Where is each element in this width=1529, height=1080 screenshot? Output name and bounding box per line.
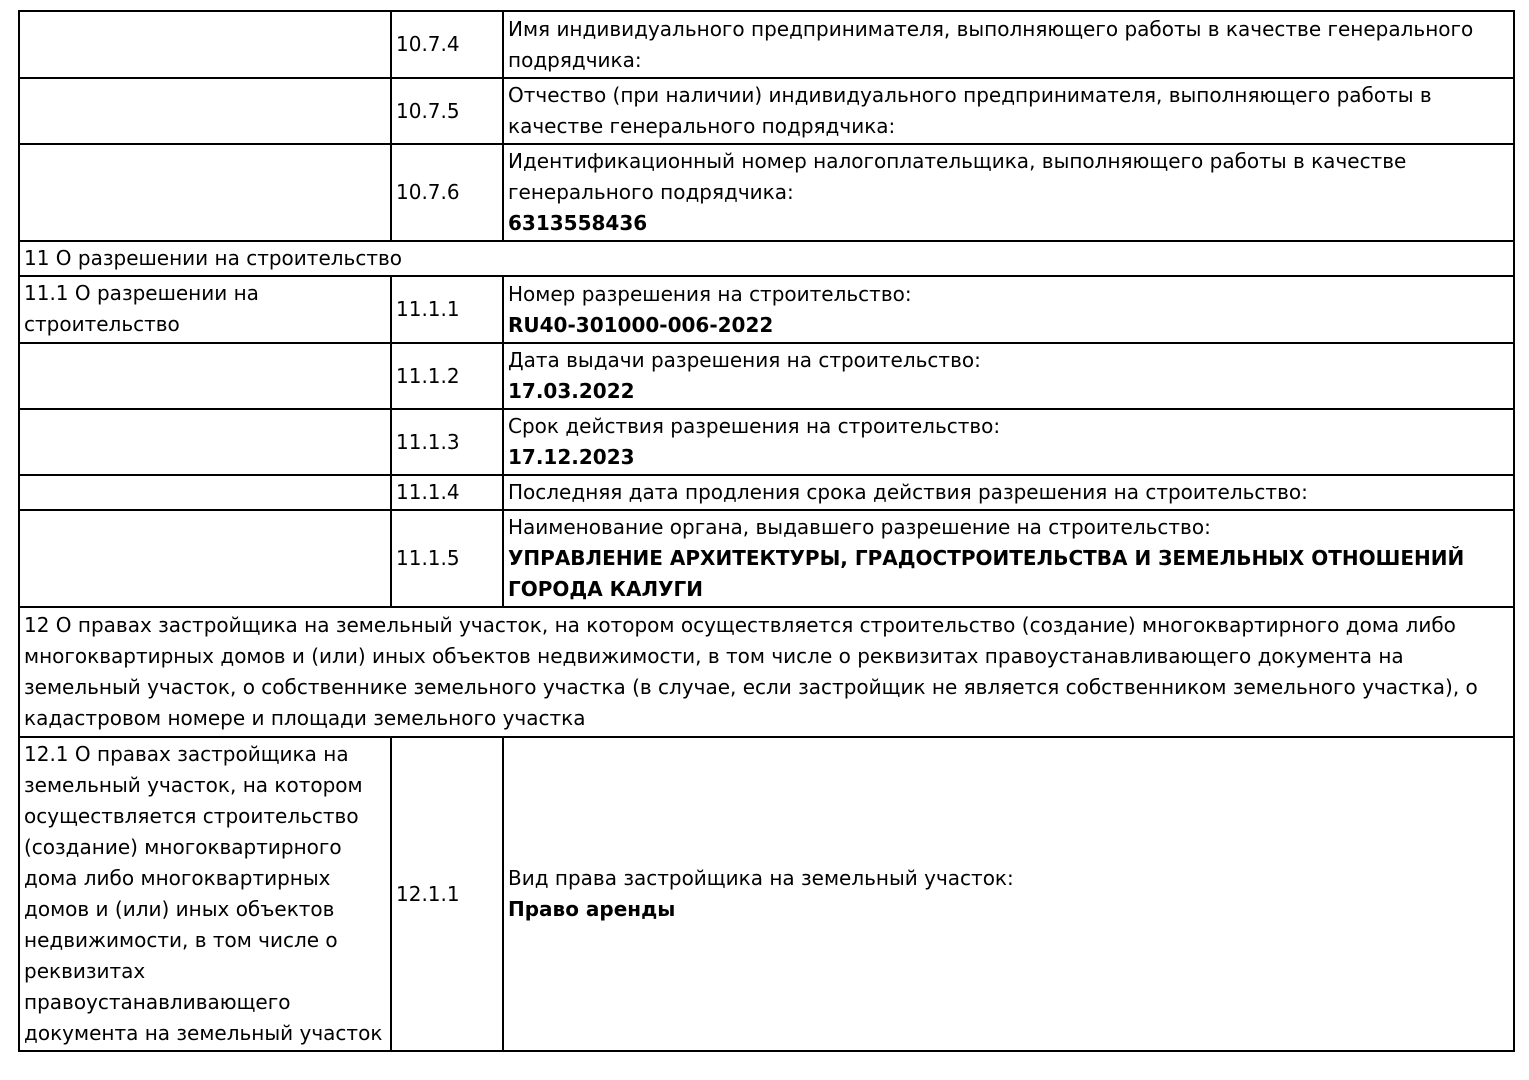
field-label: Дата выдачи разрешения на строительство: [508,348,981,372]
group-title-cell: 11.1 О разрешении на строительство [19,276,391,343]
group-title-cell: 12.1 О правах застройщика на земельный участок, на котором осуществляется строительство (создание) многоквартирного дома либо многоквартирных домов и (или) иных объектов недвижимости, в том числе о реквизитах правоустанавливающего документа на земельный участок [19,737,391,1051]
group-title-cell [19,11,391,78]
field-label: Срок действия разрешения на строительство: [508,414,1001,438]
item-row [19,144,1514,241]
item-content-cell [503,11,1514,78]
field-label: Имя индивидуального предпринимателя, выполняющего работы в качестве генерального подрядчика: [508,16,1474,72]
group-title-cell [19,144,391,241]
declaration-table [18,10,1515,1052]
item-number: 10.7.6 [391,144,503,241]
item-number: 11.1.5 [391,510,503,607]
item-content-cell [503,475,1514,510]
item-row [19,737,1514,1051]
item-content-cell [503,144,1514,241]
item-row [19,409,1514,475]
item-number: 11.1.2 [391,343,503,409]
item-content-cell [503,276,1514,343]
field-label: Наименование органа, выдавшего разрешение на строительство: [508,515,1211,539]
field-value: 17.03.2022 [508,379,635,403]
field-label: Вид права застройщика на земельный участок: [508,866,1014,890]
item-content-cell [503,510,1514,607]
item-number: 10.7.5 [391,78,503,144]
item-content-cell [503,409,1514,475]
item-row [19,475,1514,510]
item-row [19,276,1514,343]
field-label: Отчество (при наличии) индивидуального предпринимателя, выполняющего работы в качестве генерального подрядчика: [508,83,1432,138]
item-number: 11.1.4 [391,475,503,510]
field-label: Номер разрешения на строительство: [508,281,912,306]
field-value: RU40-301000-006-2022 [508,312,774,337]
field-value: 6313558436 [508,211,648,235]
item-row [19,510,1514,607]
section-row [19,241,1514,276]
field-value: УПРАВЛЕНИЕ АРХИТЕКТУРЫ, ГРАДОСТРОИТЕЛЬСТВА И ЗЕМЕЛЬНЫХ ОТНОШЕНИЙ ГОРОДА КАЛУГИ [508,546,1465,601]
declaration-table-body [19,11,1514,1051]
group-title-cell [19,510,391,607]
section-title: 12 О правах застройщика на земельный участок, на котором осуществляется строительство (создание) многоквартирного дома либо многоквартирных домов и (или) иных объектов недвижимости, в том числе о реквизитах правоустанавливающего документа на земельный участок, о собственнике земельного участка (в случае, если застройщик не является собственником земельного участка), о кадастровом номере и площади земельного участка [19,607,1514,737]
group-title-cell [19,78,391,144]
group-title-cell [19,343,391,409]
item-number: 10.7.4 [391,11,503,78]
item-content-cell [503,343,1514,409]
field-value: 17.12.2023 [508,445,635,469]
section-row [19,607,1514,737]
item-row [19,343,1514,409]
item-number: 11.1.1 [391,276,503,343]
section-title: 11 О разрешении на строительство [19,241,1514,276]
item-row [19,78,1514,144]
group-title-cell [19,475,391,510]
item-number: 11.1.3 [391,409,503,475]
field-label: Идентификационный номер налогоплательщика, выполняющего работы в качестве генерального подрядчика: [508,149,1407,204]
item-row [19,11,1514,78]
field-value: Право аренды [508,897,676,921]
group-title-cell [19,409,391,475]
field-label: Последняя дата продления срока действия разрешения на строительство: [508,480,1308,504]
item-content-cell [503,737,1514,1051]
item-content-cell [503,78,1514,144]
item-number: 12.1.1 [391,737,503,1051]
